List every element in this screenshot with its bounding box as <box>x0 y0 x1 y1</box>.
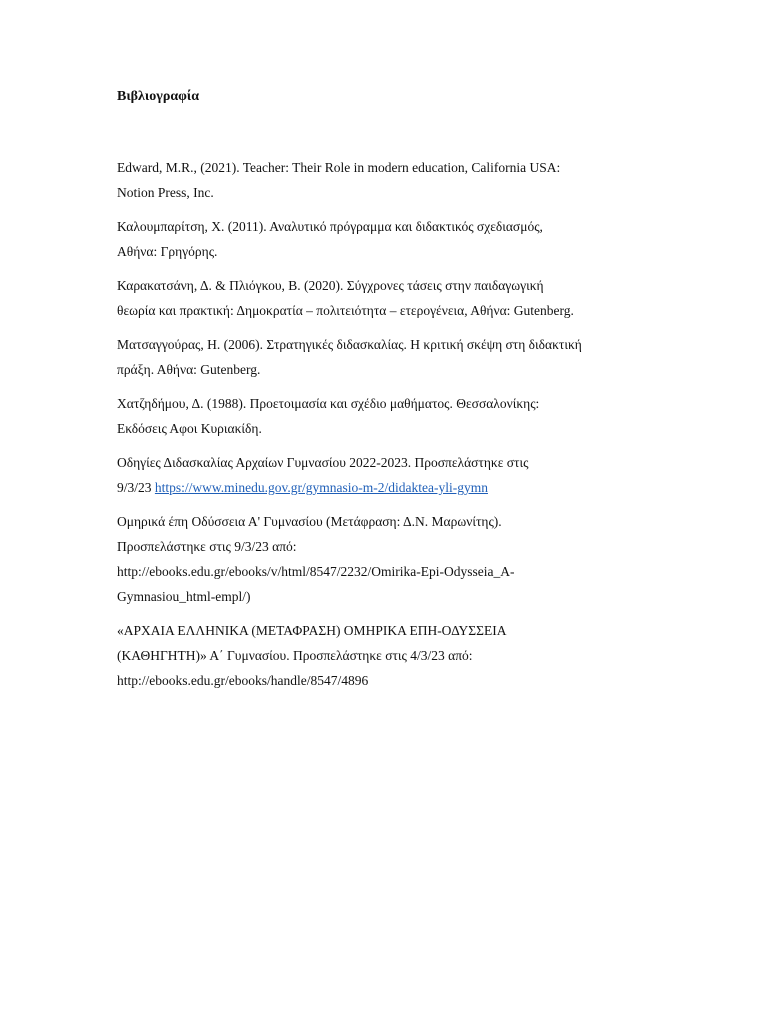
reference-line: Χατζηδήμου, Δ. (1988). Προετοιμασία και σχέδιο μαθήματος. Θεσσαλονίκης: <box>117 396 540 411</box>
reference-entry-edward <box>117 155 657 205</box>
reference-entry-odigies <box>117 450 657 500</box>
minedu-link[interactable]: https://www.minedu.gov.gr/gymnasio-m-2/didaktea-yli-gymn <box>154 480 488 495</box>
reference-date-text: 9/3/23 <box>117 480 155 495</box>
reference-line: Εκδόσεις Αφοι Κυριακίδη. <box>117 421 262 436</box>
reference-line: Ματσαγγούρας, Η. (2006). Στρατηγικές διδασκαλίας. Η κριτική σκέψη στη διδακτική <box>117 337 582 352</box>
bibliography-heading: Βιβλιογραφία <box>117 89 200 104</box>
reference-entry-matsaggouras <box>117 332 657 382</box>
reference-line: «ΑΡΧΑΙΑ ΕΛΛΗΝΙΚΑ (ΜΕΤΑΦΡΑΣΗ) ΟΜΗΡΙΚΑ ΕΠΗ-ΟΔΥΣΣΕΙΑ <box>117 623 507 638</box>
reference-line: (ΚΑΘΗΓΗΤΗ)» Α΄ Γυμνασίου. Προσπελάστηκε στις 4/3/23 από: <box>117 648 473 663</box>
reference-line: θεωρία και πρακτική: Δημοκρατία – πολιτειότητα – ετερογένεια, Αθήνα: Gutenberg. <box>117 303 574 318</box>
reference-url-text: Gymnasiou_html-empl/) <box>117 589 251 604</box>
reference-line: Ομηρικά έπη Οδύσσεια Α' Γυμνασίου (Μετάφραση: Δ.Ν. Μαρωνίτης). <box>117 514 502 529</box>
reference-line: Καλουμπαρίτση, Χ. (2011). Αναλυτικό πρόγραμμα και διδακτικός σχεδιασμός, <box>117 219 543 234</box>
reference-line: Edward, M.R., (2021). Teacher: Their Role in modern education, California USA: <box>117 160 561 175</box>
reference-line-with-link <box>117 475 657 500</box>
bibliography-section <box>117 87 657 702</box>
reference-line: Notion Press, Inc. <box>117 185 214 200</box>
reference-entry-archaia-ellinika <box>117 618 657 693</box>
reference-entry-kaloumparitsi <box>117 214 657 264</box>
reference-line: Αθήνα: Γρηγόρης. <box>117 244 218 259</box>
reference-entry-chatzidimou <box>117 391 657 441</box>
reference-url-text: http://ebooks.edu.gr/ebooks/v/html/8547/2232/Omirika-Epi-Odysseia_A- <box>117 564 515 579</box>
reference-entry-omirika-epi <box>117 509 657 609</box>
reference-line: πράξη. Αθήνα: Gutenberg. <box>117 362 261 377</box>
reference-line: Καρακατσάνη, Δ. & Πλιόγκου, Β. (2020). Σύγχρονες τάσεις στην παιδαγωγική <box>117 278 544 293</box>
reference-entry-karakatsani <box>117 273 657 323</box>
reference-url-text: http://ebooks.edu.gr/ebooks/handle/8547/4896 <box>117 673 369 688</box>
reference-line: Προσπελάστηκε στις 9/3/23 από: <box>117 539 297 554</box>
reference-line: Οδηγίες Διδασκαλίας Αρχαίων Γυμνασίου 2022-2023. Προσπελάστηκε στις <box>117 455 529 470</box>
